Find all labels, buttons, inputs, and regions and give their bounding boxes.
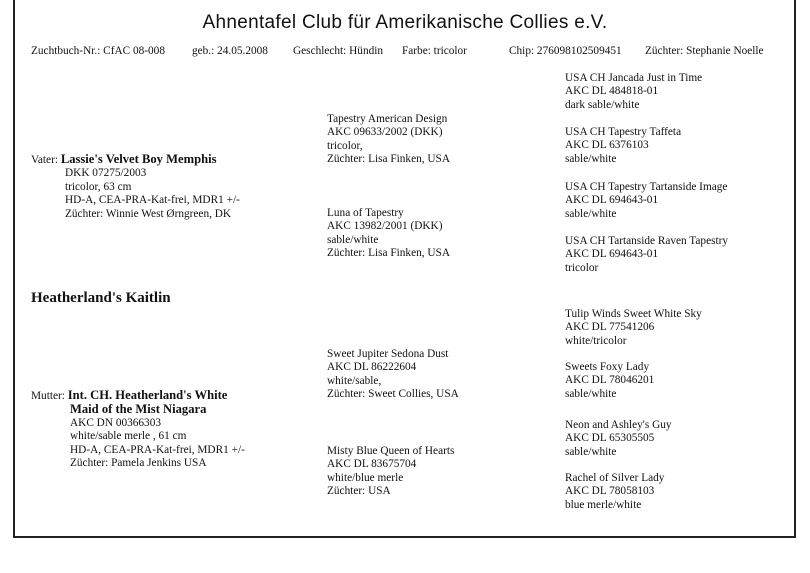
father-detail: Züchter: Winnie West Ørngreen, DK: [65, 207, 232, 220]
color: Farbe: tricolor: [402, 45, 467, 57]
great-grandparent-block: [565, 419, 672, 459]
grandparent-detail: Züchter: Lisa Finken, USA: [327, 153, 450, 166]
grandparent-detail: white/blue merle: [327, 471, 404, 484]
mother-block: [31, 389, 245, 470]
mother-detail: AKC DN 00366303: [70, 416, 162, 429]
chip-number: Chip: 276098102509451: [509, 45, 622, 57]
grandparent-block: [327, 113, 450, 167]
great-grandparent-name: USA CH Tartanside Raven Tapestry: [565, 235, 729, 247]
great-grandparent-detail: AKC DL 65305505: [565, 432, 655, 445]
great-grandparent-block: [565, 361, 654, 401]
breeder: Züchter: Stephanie Noelle: [645, 45, 764, 57]
page-title: Ahnentafel Club für Amerikanische Collies e.V.: [202, 12, 608, 33]
great-grandparent-detail: AKC DL 77541206: [565, 321, 655, 334]
grandparent-detail: Züchter: USA: [327, 485, 391, 498]
grandparent-detail: Züchter: Lisa Finken, USA: [327, 247, 450, 260]
great-grandparent-name: Sweets Foxy Lady: [565, 361, 650, 373]
grandparent-detail: AKC 13982/2001 (DKK): [327, 220, 443, 233]
great-grandparent-name: Neon and Ashley's Guy: [565, 419, 672, 431]
grandparent-name: Sweet Jupiter Sedona Dust: [327, 348, 449, 360]
great-grandparent-block: [565, 126, 681, 166]
great-grandparent-detail: AKC DL 78046201: [565, 374, 655, 387]
great-grandparent-detail: AKC DL 6376103: [565, 139, 649, 152]
great-grandparent-detail: dark sable/white: [565, 98, 640, 111]
grandparent-detail: white/sable,: [327, 374, 382, 387]
grandparent-detail: sable/white: [327, 233, 379, 246]
grandparent-block: [327, 445, 454, 499]
father-detail: DKK 07275/2003: [65, 167, 147, 180]
father-name: Lassie's Velvet Boy Memphis: [60, 152, 217, 166]
grandparent-detail: AKC DL 83675704: [327, 458, 417, 471]
grandparent-detail: Züchter: Sweet Collies, USA: [327, 388, 459, 401]
great-grandparent-block: [565, 181, 727, 221]
great-grandparent-detail: AKC DL 78058103: [565, 485, 655, 498]
great-grandparent-detail: AKC DL 694643-01: [565, 194, 659, 207]
great-grandparent-block: [565, 72, 702, 112]
great-grandparent-detail: blue merle/white: [565, 498, 642, 511]
mother-detail: HD-A, CEA-PRA-Kat-frei, MDR1 +/-: [70, 443, 245, 456]
great-grandparent-detail: AKC DL 484818-01: [565, 85, 659, 98]
grandparent-block: [327, 348, 459, 402]
great-grandparent-detail: sable/white: [565, 152, 617, 165]
great-grandparent-name: USA CH Tapestry Tartanside Image: [565, 181, 728, 193]
grandparent-block: [327, 207, 450, 261]
great-grandparent-detail: sable/white: [565, 387, 617, 400]
birth-date: geb.: 24.05.2008: [192, 45, 268, 57]
great-grandparent-detail: white/tricolor: [565, 334, 627, 347]
great-grandparent-detail: tricolor: [565, 261, 599, 274]
great-grandparent-name: Rachel of Silver Lady: [565, 472, 665, 484]
grandparent-name: Misty Blue Queen of Hearts: [327, 445, 455, 457]
father-block: [31, 153, 240, 221]
great-grandparent-name: USA CH Tapestry Taffeta: [565, 126, 682, 138]
grandparent-detail: AKC 09633/2002 (DKK): [327, 126, 443, 139]
great-grandparent-block: [565, 472, 664, 512]
father-detail: HD-A, CEA-PRA-Kat-frei, MDR1 +/-: [65, 194, 240, 207]
sex: Geschlecht: Hündin: [293, 45, 384, 57]
grandparent-detail: AKC DL 86222604: [327, 361, 417, 374]
great-grandparent-block: [565, 308, 702, 348]
great-grandparent-block: [565, 235, 728, 275]
mother-label: Mutter:: [31, 390, 65, 402]
grandparent-detail: tricolor,: [327, 139, 363, 152]
great-grandparent-detail: sable/white: [565, 445, 617, 458]
great-grandparent-name: Tulip Winds Sweet White Sky: [565, 308, 702, 320]
dog-name: Heatherland's Kaitlin: [31, 290, 171, 306]
mother-detail: Züchter: Pamela Jenkins USA: [70, 457, 207, 470]
mother-name: Int. CH. Heatherland's White: [67, 388, 228, 402]
father-detail: tricolor, 63 cm: [65, 180, 132, 193]
grandparent-name: Tapestry American Design: [327, 113, 448, 125]
studbook-number: Zuchtbuch-Nr.: CfAC 08-008: [31, 45, 165, 57]
mother-detail: white/sable merle , 61 cm: [70, 430, 187, 443]
great-grandparent-name: USA CH Jancada Just in Time: [565, 72, 703, 84]
father-label: Vater:: [31, 154, 58, 166]
great-grandparent-detail: AKC DL 694643-01: [565, 248, 659, 261]
grandparent-name: Luna of Tapestry: [327, 207, 404, 219]
great-grandparent-detail: sable/white: [565, 207, 617, 220]
mother-name: Maid of the Mist Niagara: [70, 402, 207, 417]
